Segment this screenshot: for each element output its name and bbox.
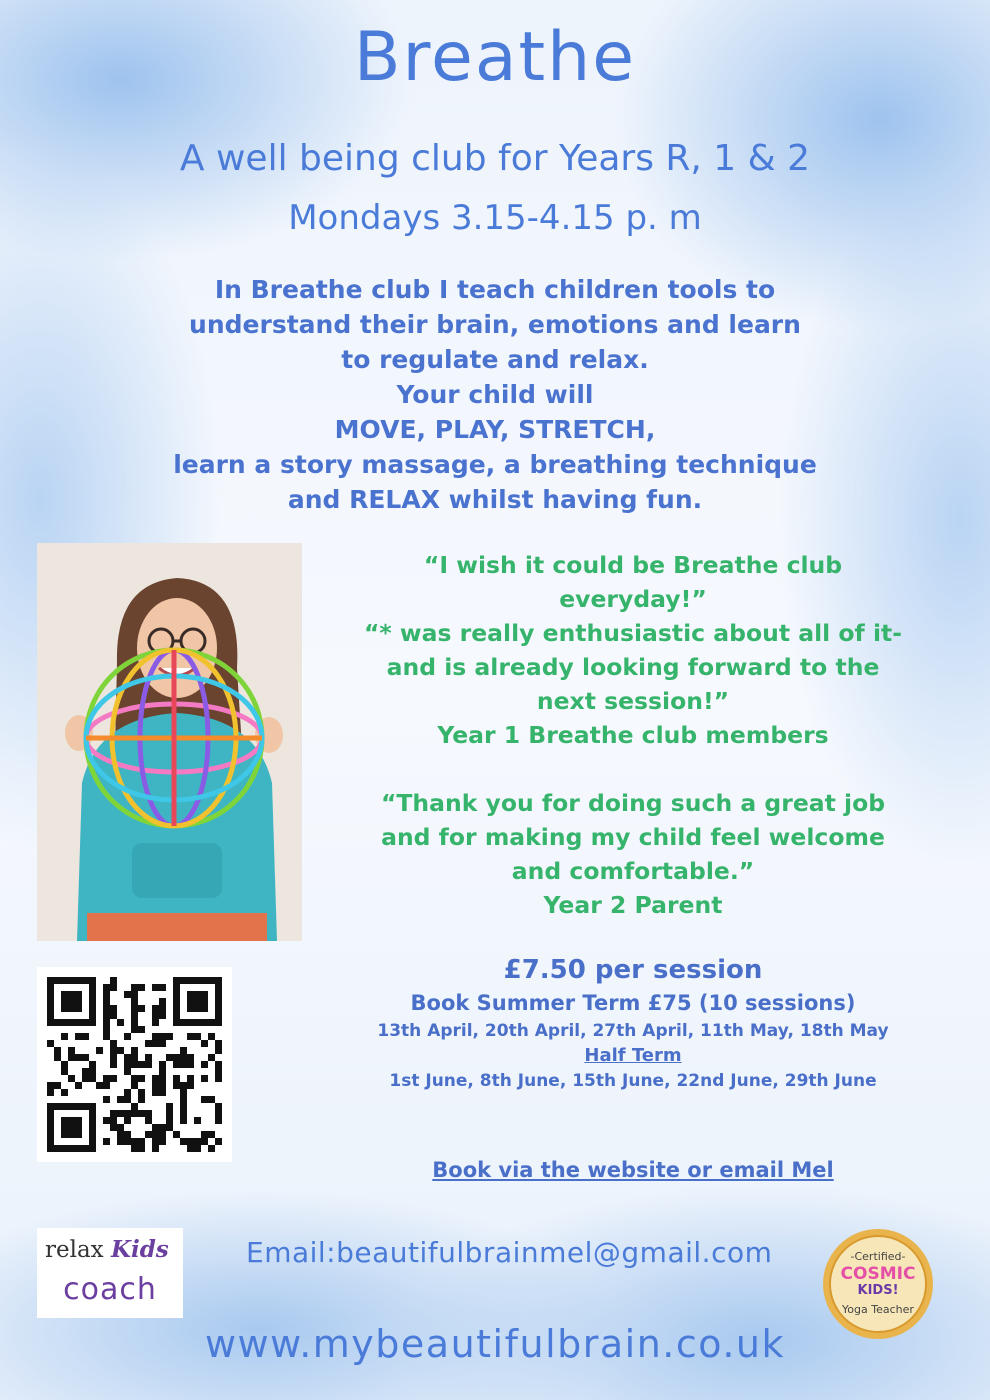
testimonial-attribution: Year 1 Breathe club members bbox=[437, 721, 829, 749]
pricing-section bbox=[320, 952, 946, 1094]
half-term-label: Half Term bbox=[584, 1045, 682, 1066]
qr-code[interactable] bbox=[37, 967, 232, 1162]
intro-line: Your child will bbox=[396, 380, 594, 409]
intro-line: learn a story massage, a breathing technique bbox=[173, 450, 817, 479]
testimonial-line: and is already looking forward to the bbox=[386, 653, 880, 681]
session-dates-second: 1st June, 8th June, 15th June, 22nd June, 29th June bbox=[389, 1071, 877, 1091]
booking-link[interactable]: Book via the website or email Mel bbox=[432, 1158, 834, 1182]
intro-line: In Breathe club I teach children tools to bbox=[214, 275, 776, 304]
badge-certified-text: -Certified- bbox=[850, 1250, 906, 1263]
testimonial-line: and comfortable.” bbox=[511, 857, 755, 885]
intro-line: to regulate and relax. bbox=[341, 345, 649, 374]
term-booking: Book Summer Term £75 (10 sessions) bbox=[410, 991, 856, 1015]
intro-line: understand their brain, emotions and learn bbox=[189, 310, 801, 339]
intro-paragraph bbox=[100, 272, 890, 517]
testimonial-line: and for making my child feel welcome bbox=[381, 823, 885, 851]
badge-yoga-teacher-text: Yoga Teacher bbox=[842, 1303, 914, 1316]
relax-kids-coach-logo bbox=[37, 1228, 183, 1318]
badge-brand-line-2: KIDS! bbox=[857, 1283, 899, 1298]
instructor-photo bbox=[37, 543, 302, 941]
price-per-session: £7.50 per session bbox=[503, 955, 763, 985]
website-url[interactable]: www.mybeautifulbrain.co.uk bbox=[204, 1322, 786, 1366]
logo-text-kids: Kids bbox=[110, 1236, 169, 1263]
testimonial-line: “* was really enthusiastic about all of it- bbox=[363, 619, 902, 647]
badge-brand-line-1: COSMIC bbox=[840, 1264, 916, 1284]
session-dates-first: 13th April, 20th April, 27th April, 11th May, 18th May bbox=[377, 1021, 889, 1041]
page-subtitle: A well being club for Years R, 1 & 2 bbox=[179, 138, 811, 179]
testimonials bbox=[320, 548, 946, 922]
intro-line: MOVE, PLAY, STRETCH, bbox=[334, 415, 656, 444]
testimonial-line: “I wish it could be Breathe club bbox=[423, 551, 843, 579]
testimonial-line: “Thank you for doing such a great job bbox=[380, 789, 886, 817]
testimonial-spacer bbox=[320, 752, 946, 786]
testimonial-line: everyday!” bbox=[559, 585, 707, 613]
page-title: Breathe bbox=[353, 18, 637, 97]
cosmic-kids-badge bbox=[822, 1228, 934, 1340]
logo-text-relax: relax bbox=[45, 1237, 104, 1263]
logo-text-coach: coach bbox=[63, 1272, 157, 1307]
intro-line: and RELAX whilst having fun. bbox=[287, 485, 703, 514]
testimonial-attribution: Year 2 Parent bbox=[543, 891, 723, 919]
testimonial-line: next session!” bbox=[536, 687, 730, 715]
contact-email[interactable]: Email:beautifulbrainmel@gmail.com bbox=[246, 1236, 773, 1269]
schedule-text: Mondays 3.15-4.15 p. m bbox=[288, 198, 702, 238]
